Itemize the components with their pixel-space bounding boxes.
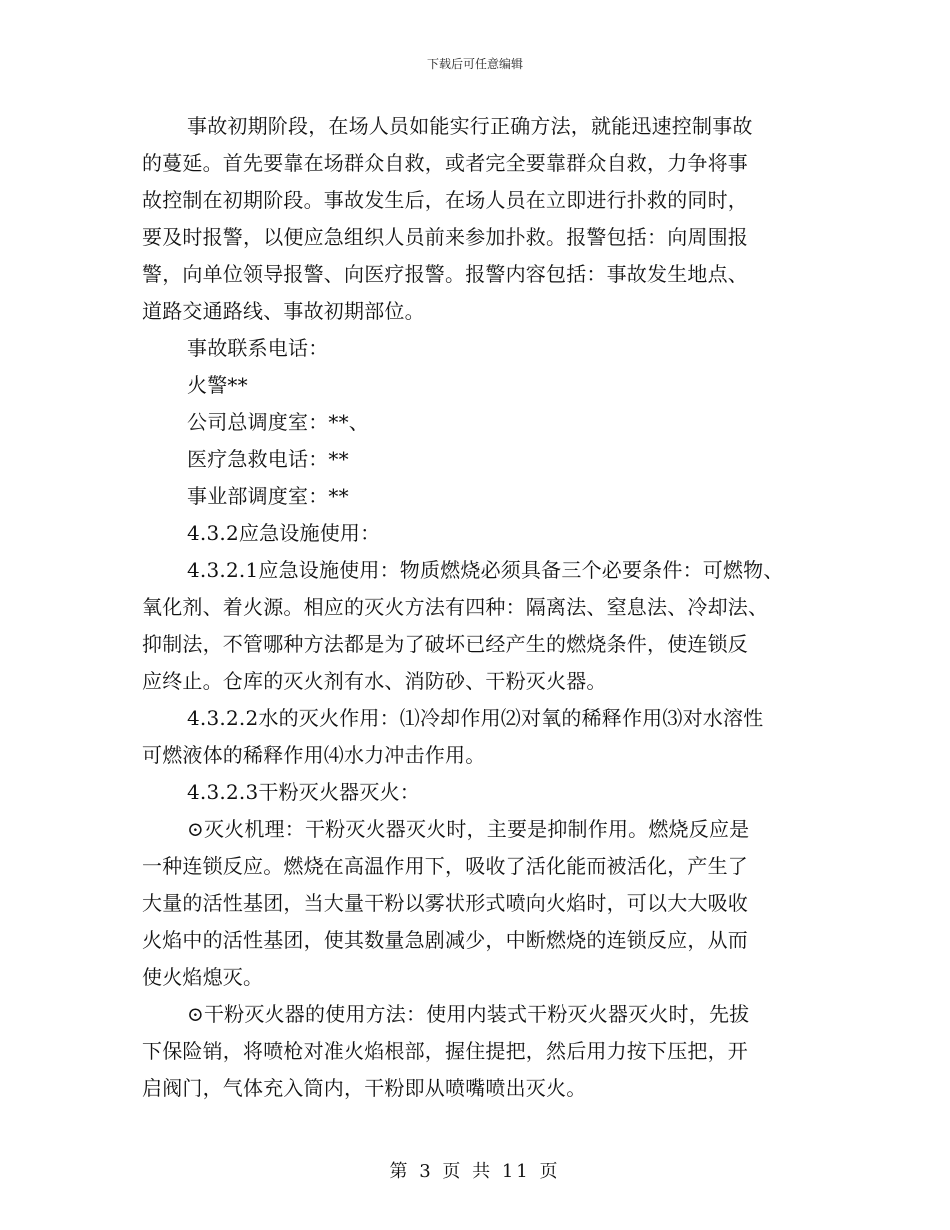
text-line: 的蔓延。首先要靠在场群众自救，或者完全要靠群众自救，力争将事 bbox=[142, 151, 748, 175]
paragraph-usage bbox=[142, 996, 832, 1107]
text-line: 一种连锁反应。燃烧在高温作用下，吸收了活化能而被活化，产生了 bbox=[142, 854, 748, 878]
text-line: 事故初期阶段，在场人员如能实行正确方法，就能迅速控制事故 bbox=[187, 114, 753, 138]
section-heading-4-3-2-3 bbox=[142, 774, 832, 811]
text-line: 抑制法，不管哪种方法都是为了破坏已经产生的燃烧条件，使连锁反 bbox=[142, 632, 748, 656]
section-heading: 4.3.2应急设施使用： bbox=[187, 521, 381, 545]
paragraph-4-3-2-1 bbox=[142, 552, 832, 700]
text-line: 下保险销，将喷枪对准火焰根部，握住提把，然后用力按下压把，开 bbox=[142, 1039, 748, 1063]
section-heading: 4.3.2.3干粉灭火器灭火： bbox=[187, 780, 420, 804]
page-footer: 第 3 页 共 11 页 bbox=[389, 1161, 561, 1182]
paragraph-contact-phones bbox=[142, 330, 832, 515]
text-line: 使火焰熄灭。 bbox=[142, 965, 264, 989]
text-line: 启阀门，气体充入筒内，干粉即从喷嘴喷出灭火。 bbox=[142, 1076, 587, 1100]
text-line: 4.3.2.2水的灭火作用：⑴冷却作用⑵对氧的稀释作用⑶对水溶性 bbox=[187, 706, 764, 730]
contact-medical: 医疗急救电话：** bbox=[187, 447, 349, 471]
contact-dispatch-office: 公司总调度室：**、 bbox=[187, 410, 369, 434]
text-line: 要及时报警，以便应急组织人员前来参加扑救。报警包括：向周围报 bbox=[142, 225, 748, 249]
text-line: 可燃液体的稀释作用⑷水力冲击作用。 bbox=[142, 743, 486, 767]
text-line: 氧化剂、着火源。相应的灭火方法有四种：隔离法、窒息法、冷却法、 bbox=[142, 595, 769, 619]
contact-fire-alarm: 火警** bbox=[187, 373, 248, 397]
paragraph-mechanism bbox=[142, 811, 832, 996]
text-line: 应终止。仓库的灭火剂有水、消防砂、干粉灭火器。 bbox=[142, 669, 607, 693]
text-line: 道路交通路线、事故初期部位。 bbox=[142, 299, 425, 323]
paragraph-incident-initial bbox=[142, 108, 832, 330]
text-line: 4.3.2.1应急设施使用：物质燃烧必须具备三个必要条件：可燃物、 bbox=[187, 558, 784, 582]
text-line: ⊙灭火机理：干粉灭火器灭火时，主要是抑制作用。燃烧反应是 bbox=[187, 817, 750, 841]
document-body bbox=[142, 108, 832, 1107]
text-line: 火焰中的活性基团，使其数量急剧减少，中断燃烧的连锁反应，从而 bbox=[142, 928, 748, 952]
text-line: ⊙干粉灭火器的使用方法：使用内装式干粉灭火器灭火时，先拔 bbox=[187, 1002, 750, 1026]
paragraph-4-3-2-2 bbox=[142, 700, 832, 774]
contact-heading: 事故联系电话： bbox=[187, 336, 329, 360]
text-line: 大量的活性基团，当大量干粉以雾状形式喷向火焰时，可以大大吸收 bbox=[142, 891, 748, 915]
contact-division-dispatch: 事业部调度室：** bbox=[187, 484, 349, 508]
text-line: 警，向单位领导报警、向医疗报警。报警内容包括：事故发生地点、 bbox=[142, 262, 748, 286]
page-header: 下载后可任意编辑 bbox=[426, 57, 523, 71]
section-heading-4-3-2 bbox=[142, 515, 832, 552]
text-line: 故控制在初期阶段。事故发生后，在场人员在立即进行扑救的同时， bbox=[142, 188, 748, 212]
